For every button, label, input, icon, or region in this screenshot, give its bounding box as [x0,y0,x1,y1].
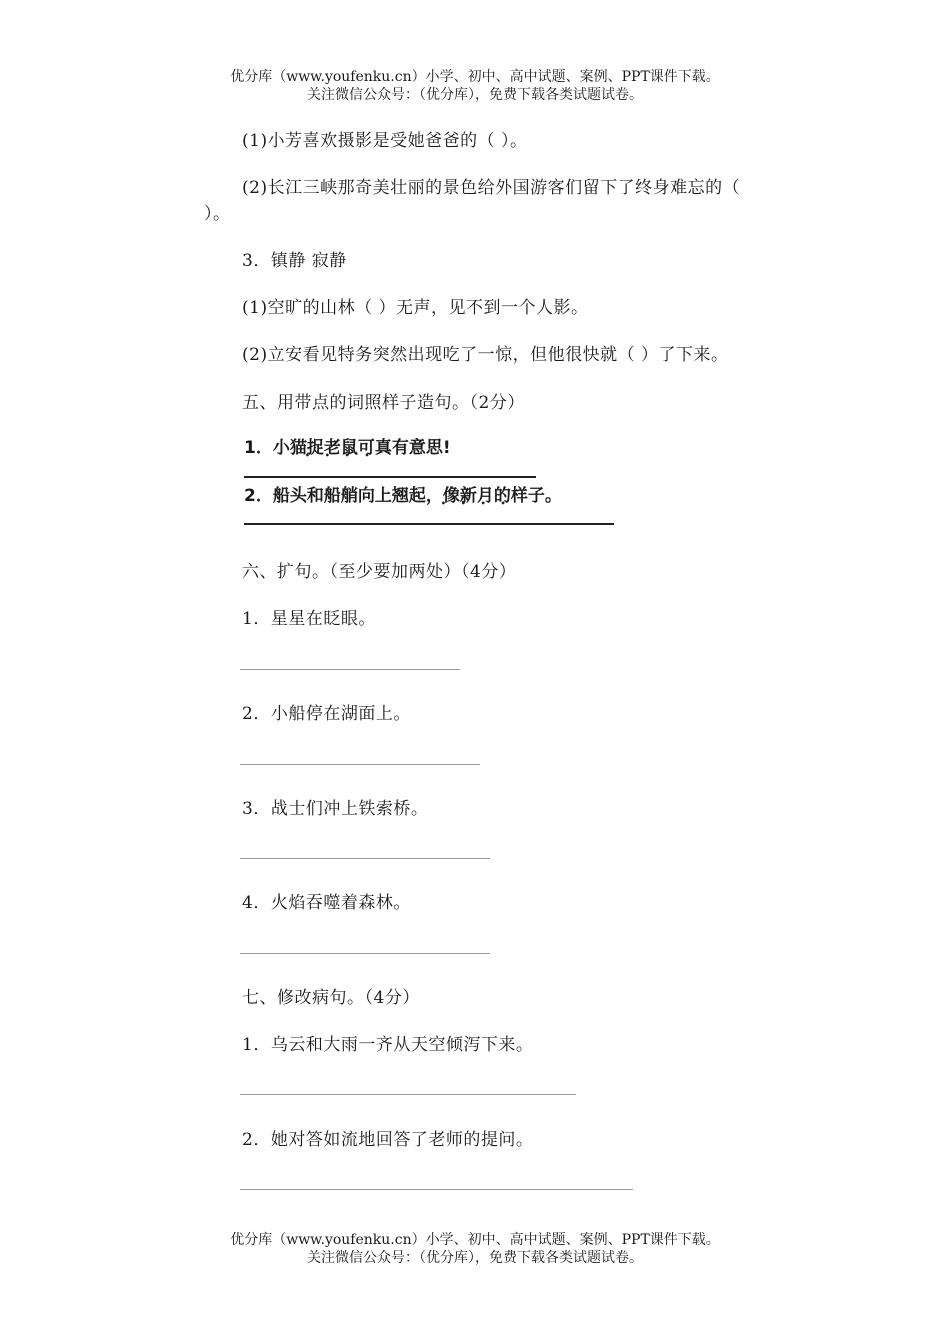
question-4-2-1: (1)小芳喜欢摄影是受她爸爸的（ ）。 [242,131,528,151]
question-4-3-2: (2)立安看见特务突然出现吃了一惊，但他很快就（ ）了下来。 [242,345,729,365]
answer-line-5-1 [244,476,536,478]
section-5-item-1-pre: 1．小猫 [244,438,307,458]
answer-line-7-2 [240,1189,633,1190]
section-6-item-2: 2．小船停在湖面上。 [242,704,411,724]
section-5-item-1-post: 可真有意思! [357,438,451,458]
page-header [0,68,950,104]
header-line-2: 关注微信公众号：（优分库），免费下载各类试题试卷。 [307,87,643,103]
answer-line-7-1 [240,1094,576,1095]
page-footer [0,1231,950,1267]
section-6-title: 六、扩句。（至少要加两处）（4分） [242,562,517,582]
answer-line-6-1 [240,669,460,670]
section-5-item-1-dotted: 捉老鼠 • • • • [307,433,358,458]
section-5-item-2-dotted: 像新月的样子 • • • • [443,481,545,506]
section-5-item-1 [244,433,451,458]
section-6-item-1: 1．星星在眨眼。 [242,609,376,629]
section-5-item-2-pre: 2．船头和船艄向上翘起， [244,486,443,506]
section-5-item-2-post: 。 [544,486,562,506]
question-4-3-1: (1)空旷的山林（ ）无声，见不到一个人影。 [242,298,589,318]
answer-line-6-3 [240,858,490,859]
section-7-item-1: 1．乌云和大雨一齐从天空倾泻下来。 [242,1035,534,1055]
section-6-item-4: 4．火焰吞噬着森林。 [242,893,411,913]
answer-line-6-4 [240,953,490,954]
footer-line-1: 优分库（www.youfenku.cn）小学、初中、高中试题、案例、PPT课件下载。 [230,1232,720,1248]
section-5-item-2 [244,481,562,506]
section-7-item-2: 2．她对答如流地回答了老师的提问。 [242,1130,534,1150]
answer-line-6-2 [240,764,480,765]
header-line-1: 优分库（www.youfenku.cn）小学、初中、高中试题、案例、PPT课件下载。 [230,69,720,85]
footer-line-2: 关注微信公众号：（优分库），免费下载各类试题试卷。 [307,1250,643,1266]
section-5-title: 五、用带点的词照样子造句。（2分） [242,393,525,413]
question-4-2-2: (2)长江三峡那奇美壮丽的景色给外国游客们留下了终身难忘的（ [242,178,741,198]
section-7-title: 七、修改病句。（4分） [242,988,420,1008]
question-4-3-title: 3．镇静 寂静 [242,251,347,271]
question-4-2-2-cont: ）。 [204,204,231,224]
answer-line-5-2 [244,523,614,525]
section-6-item-3: 3．战士们冲上铁索桥。 [242,799,429,819]
